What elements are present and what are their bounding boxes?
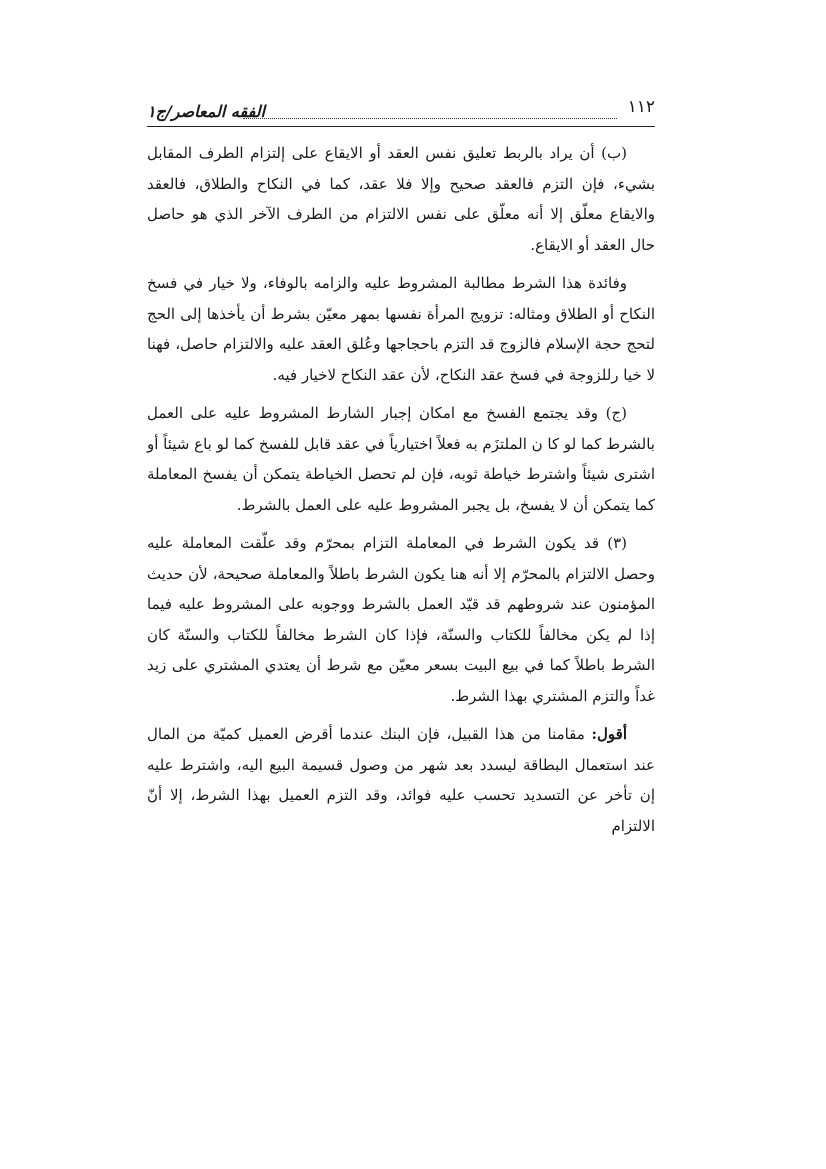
- paragraph-aqool: [147, 719, 655, 841]
- page-number: ١١٢: [627, 97, 655, 117]
- paragraph-text: (٣) قد يكون الشرط في المعاملة التزام بمحرّم وقد علّقت المعاملة عليه وحصل الالتزام بالمحرّم إلا أنه هنا يكون الشرط باطلاً والمعاملة صحيحة، لأن حديث المؤمنون عند شروطهم قد قيّد العمل بالشرط ووجوبه على المشروط عليه فيما إذا لم يكن مخالفاً للكتاب والسنّة، فإذا كان الشرط مخالفاً للكتاب والسنّة كان الشرط باطلاً كما في بيع البيت بسعر معيّن مع شرط أن يعتدي المشتري على زيد غداً والتزم المشتري بهذا الشرط.: [147, 534, 655, 705]
- paragraph-j: [147, 398, 655, 520]
- page-header: [147, 96, 655, 126]
- paragraph-text: وفائدة هذا الشرط مطالبة المشروط عليه والزامه بالوفاء، ولا خيار في فسخ النكاح أو الطلاق ومثاله: تزويج المرأة نفسها بمهر معيّن بشرط أن يأخذها إلى الحج لتحج حجة الإسلام فالزوج قد التزم باحجاجها وعُلق العقد عليه والالتزام حاصل، فهنا لا خيا رللزوجة في فسخ عقد النكاح، لأن عقد النكاح لاخيار فيه.: [147, 274, 655, 384]
- paragraph-b: [147, 138, 655, 260]
- paragraph-benefit: [147, 268, 655, 390]
- paragraph-text: (ج) وقد يجتمع الفسخ مع امكان إجبار الشارط المشروط عليه على العمل بالشرط كما لو كا ن الملتزَم به فعلاً اختيارياً في عقد قابل للفسخ كما لو باع شيئاً أو اشترى شيئاً واشترط خياطة ثوبه، فإن لم تحصل الخياطة يتمكن أن يفسخ المعاملة كما يتمكن أن لا يفسخ، بل يجبر المشروط عليه على العمل بالشرط.: [147, 404, 655, 514]
- paragraph-text: مقامنا من هذا القبيل، فإن البنك عندما أقرض العميل كميّة من المال عند استعمال البطاقة ليسدد بعد شهر من وصول قسيمة البيع اليه، واشترط عليه إن تأخر عن التسديد تحسب عليه فوائد، وقد التزم العميل بهذا الشرط، إلا أنّ الالتزام: [147, 725, 655, 835]
- paragraph-lead-word: أقول:: [591, 725, 627, 743]
- paragraph-3: [147, 528, 655, 711]
- paragraph-text: (ب) أن يراد بالربط تعليق نفس العقد أو الايقاع على إلتزام الطرف المقابل بشيء، فإن التزم فالعقد صحيح وإلا فلا عقد، كما في النكاح والطلاق، فالعقد والايقاع معلّق إلا أنه معلّق على نفس الالتزام من الطرف الآخر الذي هو حاصل حال العقد أو الايقاع.: [147, 144, 655, 254]
- body-text: [147, 138, 655, 849]
- header-dotted-leader: [243, 118, 617, 119]
- running-title: الفقه المعاصر/ج١: [147, 102, 265, 121]
- header-rule: [147, 126, 655, 127]
